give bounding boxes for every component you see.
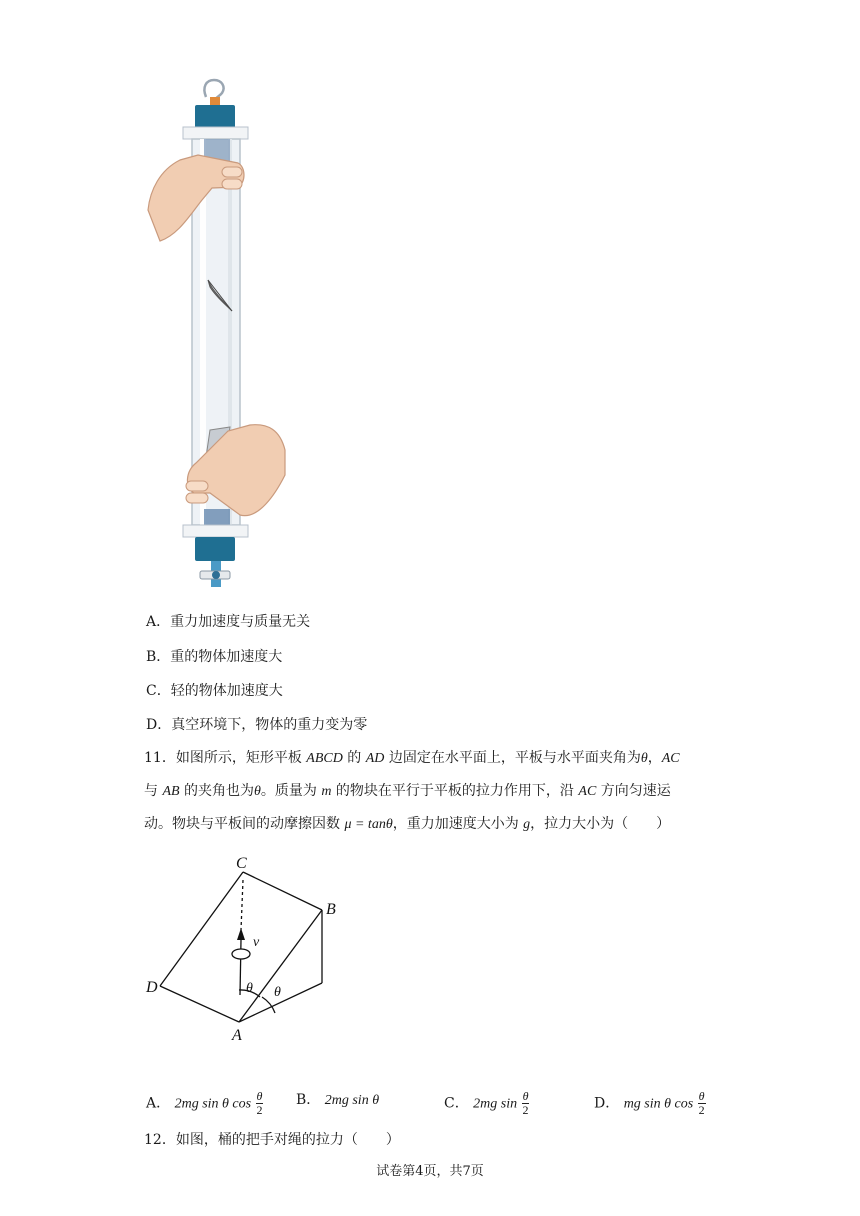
q10-option-d: D．真空环境下，物体的重力变为零 xyxy=(146,717,368,733)
edge-ab xyxy=(239,910,322,1022)
q11-answer-b: B． 2mg sin θ xyxy=(296,1092,380,1108)
label-c: C xyxy=(236,855,247,872)
dashed-ac xyxy=(241,880,243,930)
q10-option-b: B．重的物体加速度大 xyxy=(146,649,283,665)
q10-option-a: A．重力加速度与质量无关 xyxy=(146,614,311,630)
q11-answer-d: D． mg sin θ cos $\frac{\theta}{2}$ xyxy=(594,1089,705,1117)
velocity-arrow-icon xyxy=(237,928,245,940)
q11-question-text xyxy=(144,742,724,841)
edge-cb xyxy=(243,872,322,910)
label-theta-2: θ xyxy=(274,985,281,1000)
label-b: B xyxy=(326,901,336,918)
solid-ac xyxy=(240,940,241,995)
label-d: D xyxy=(146,979,158,996)
block-icon xyxy=(232,949,250,959)
q11-line-3: 动。物块与平板间的动摩擦因数 μ = tanθ，重力加速度大小为 g，拉力大小为（ ） xyxy=(144,816,671,832)
q11-line-1: 11．如图所示，矩形平板 ABCD 的 AD 边固定在水平面上，平板与水平面夹角为θ，AC xyxy=(144,750,680,766)
q11-answer-a: A． 2mg sin θ cos $\frac{\theta}{2}$ xyxy=(146,1089,263,1117)
q12-question-text: 12．如图，桶的把手对绳的拉力（ ） xyxy=(144,1132,400,1148)
label-theta-1: θ xyxy=(246,981,253,996)
q11-line-2: 与 AB 的夹角也为θ。质量为 m 的物块在平行于平板的拉力作用下，沿 AC 方向匀速运 xyxy=(144,783,671,799)
q10-option-c: C．轻的物体加速度大 xyxy=(146,683,283,699)
edge-cd xyxy=(160,872,243,986)
edge-da xyxy=(160,986,239,1022)
label-v: v xyxy=(253,935,260,950)
incline-plate-diagram xyxy=(140,850,360,1050)
label-a: A xyxy=(232,1027,242,1044)
q11-answer-c: C． 2mg sin $\frac{\theta}{2}$ xyxy=(444,1089,529,1117)
page-footer: 试卷第4页，共7页 xyxy=(376,1164,484,1179)
vacuum-tube-figure xyxy=(140,75,300,600)
